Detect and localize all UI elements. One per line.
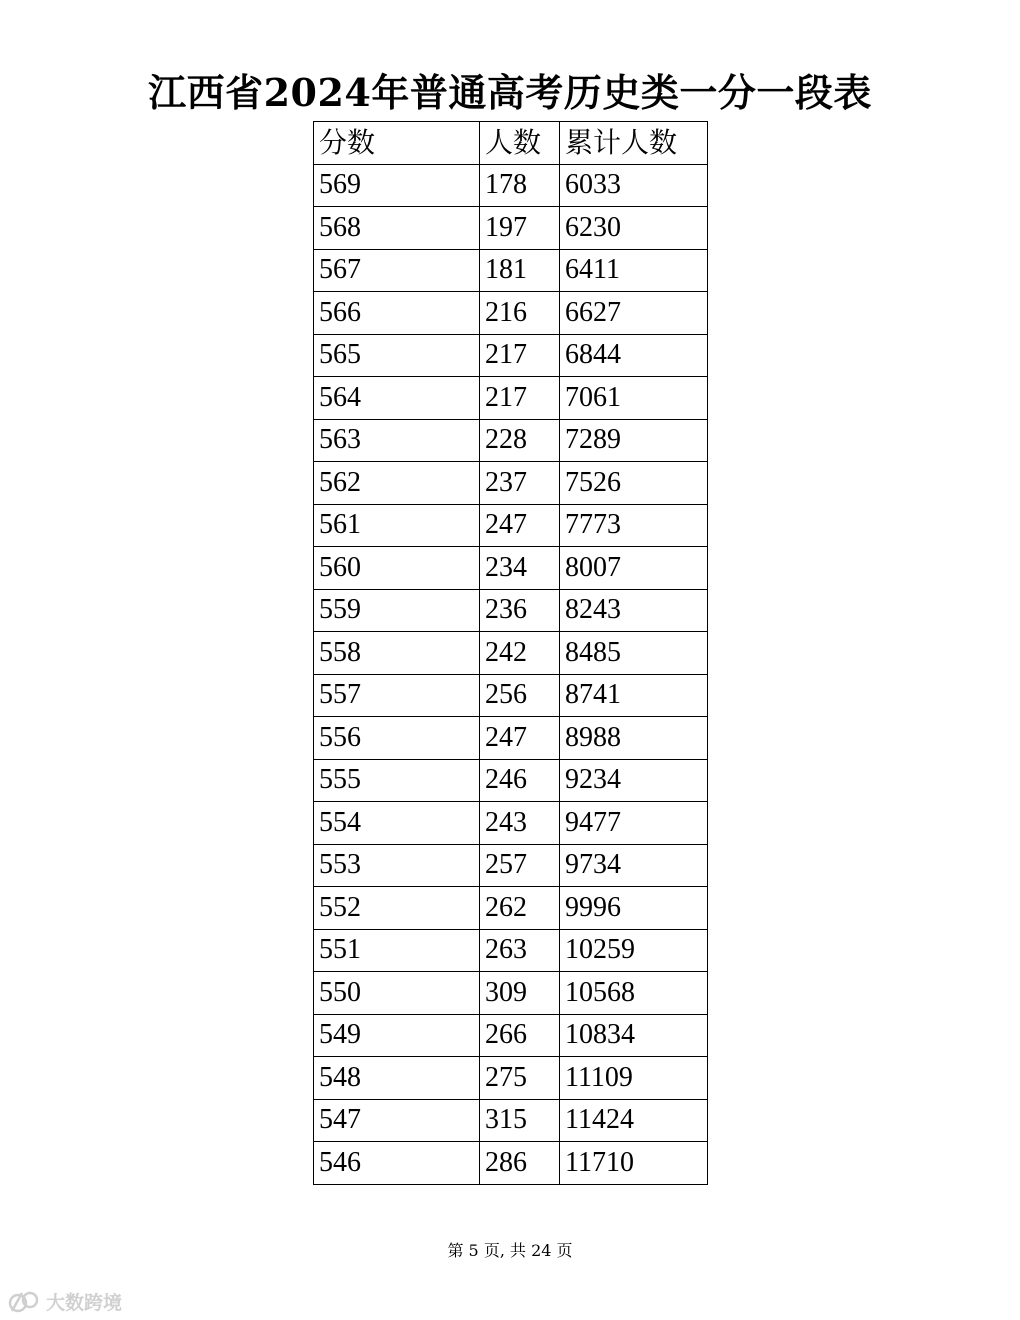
- table-row: [314, 759, 708, 802]
- score-cell: 569: [314, 164, 480, 207]
- count-cell: 237: [480, 462, 560, 505]
- table-row: [314, 462, 708, 505]
- cumulative-cell: 6230: [560, 207, 708, 250]
- cumulative-cell: 8007: [560, 547, 708, 590]
- score-cell: 555: [314, 759, 480, 802]
- count-cell: 266: [480, 1014, 560, 1057]
- count-cell: 262: [480, 887, 560, 930]
- count-cell: 263: [480, 929, 560, 972]
- table-row: [314, 972, 708, 1015]
- score-cell: 556: [314, 717, 480, 760]
- count-cell: 256: [480, 674, 560, 717]
- count-cell: 234: [480, 547, 560, 590]
- watermark-logo-icon: [8, 1289, 42, 1315]
- score-cell: 565: [314, 334, 480, 377]
- cumulative-cell: 9234: [560, 759, 708, 802]
- count-cell: 247: [480, 717, 560, 760]
- watermark: [8, 1288, 122, 1315]
- table-row: [314, 419, 708, 462]
- table-row: [314, 844, 708, 887]
- cumulative-cell: 7773: [560, 504, 708, 547]
- cumulative-cell: 11710: [560, 1142, 708, 1185]
- cumulative-cell: 10568: [560, 972, 708, 1015]
- table-row: [314, 929, 708, 972]
- table-row: [314, 547, 708, 590]
- cumulative-cell: 6411: [560, 249, 708, 292]
- score-cell: 562: [314, 462, 480, 505]
- count-cell: 197: [480, 207, 560, 250]
- score-cell: 551: [314, 929, 480, 972]
- table-body: [314, 164, 708, 1184]
- table-row: [314, 504, 708, 547]
- score-cell: 559: [314, 589, 480, 632]
- score-cell: 554: [314, 802, 480, 845]
- cumulative-cell: 8243: [560, 589, 708, 632]
- count-cell: 243: [480, 802, 560, 845]
- count-cell: 178: [480, 164, 560, 207]
- count-cell: 315: [480, 1099, 560, 1142]
- table-row: [314, 1057, 708, 1100]
- table-row: [314, 1014, 708, 1057]
- cumulative-cell: 7526: [560, 462, 708, 505]
- score-cell: 566: [314, 292, 480, 335]
- table-row: [314, 377, 708, 420]
- table-row: [314, 1142, 708, 1185]
- cumulative-cell: 9996: [560, 887, 708, 930]
- score-distribution-table: [313, 121, 708, 1185]
- cumulative-cell: 7061: [560, 377, 708, 420]
- cumulative-cell: 9734: [560, 844, 708, 887]
- score-cell: 553: [314, 844, 480, 887]
- count-cell: 286: [480, 1142, 560, 1185]
- cumulative-cell: 10834: [560, 1014, 708, 1057]
- score-cell: 557: [314, 674, 480, 717]
- table-row: [314, 674, 708, 717]
- count-cell: 242: [480, 632, 560, 675]
- count-cell: 236: [480, 589, 560, 632]
- page-footer: 第 5 页, 共 24 页: [447, 1241, 573, 1260]
- cumulative-cell: 6627: [560, 292, 708, 335]
- score-cell: 546: [314, 1142, 480, 1185]
- cumulative-cell: 10259: [560, 929, 708, 972]
- count-cell: 275: [480, 1057, 560, 1100]
- cumulative-cell: 8988: [560, 717, 708, 760]
- score-cell: 558: [314, 632, 480, 675]
- table-row: [314, 334, 708, 377]
- count-cell: 228: [480, 419, 560, 462]
- count-cell: 257: [480, 844, 560, 887]
- score-cell: 549: [314, 1014, 480, 1057]
- cumulative-cell: 11109: [560, 1057, 708, 1100]
- score-cell: 560: [314, 547, 480, 590]
- table-row: [314, 207, 708, 250]
- watermark-text: 大数跨境: [46, 1292, 123, 1314]
- count-cell: 309: [480, 972, 560, 1015]
- score-cell: 552: [314, 887, 480, 930]
- count-cell: 217: [480, 334, 560, 377]
- count-cell: 216: [480, 292, 560, 335]
- score-cell: 548: [314, 1057, 480, 1100]
- header-count: 人数: [480, 122, 560, 165]
- count-cell: 181: [480, 249, 560, 292]
- header-cumulative: 累计人数: [560, 122, 708, 165]
- score-cell: 550: [314, 972, 480, 1015]
- count-cell: 247: [480, 504, 560, 547]
- cumulative-cell: 11424: [560, 1099, 708, 1142]
- header-score: 分数: [314, 122, 480, 165]
- table-row: [314, 887, 708, 930]
- cumulative-cell: 8741: [560, 674, 708, 717]
- count-cell: 246: [480, 759, 560, 802]
- count-cell: 217: [480, 377, 560, 420]
- cumulative-cell: 8485: [560, 632, 708, 675]
- table-row: [314, 292, 708, 335]
- score-cell: 564: [314, 377, 480, 420]
- table-row: [314, 249, 708, 292]
- score-cell: 567: [314, 249, 480, 292]
- cumulative-cell: 6033: [560, 164, 708, 207]
- table-header-row: [314, 122, 708, 165]
- score-cell: 563: [314, 419, 480, 462]
- table-row: [314, 717, 708, 760]
- table-row: [314, 1099, 708, 1142]
- table-row: [314, 589, 708, 632]
- table-row: [314, 164, 708, 207]
- score-cell: 561: [314, 504, 480, 547]
- cumulative-cell: 6844: [560, 334, 708, 377]
- cumulative-cell: 9477: [560, 802, 708, 845]
- table-row: [314, 632, 708, 675]
- cumulative-cell: 7289: [560, 419, 708, 462]
- score-cell: 547: [314, 1099, 480, 1142]
- page-title: 江西省2024年普通高考历史类一分一段表: [148, 70, 872, 115]
- table-row: [314, 802, 708, 845]
- score-cell: 568: [314, 207, 480, 250]
